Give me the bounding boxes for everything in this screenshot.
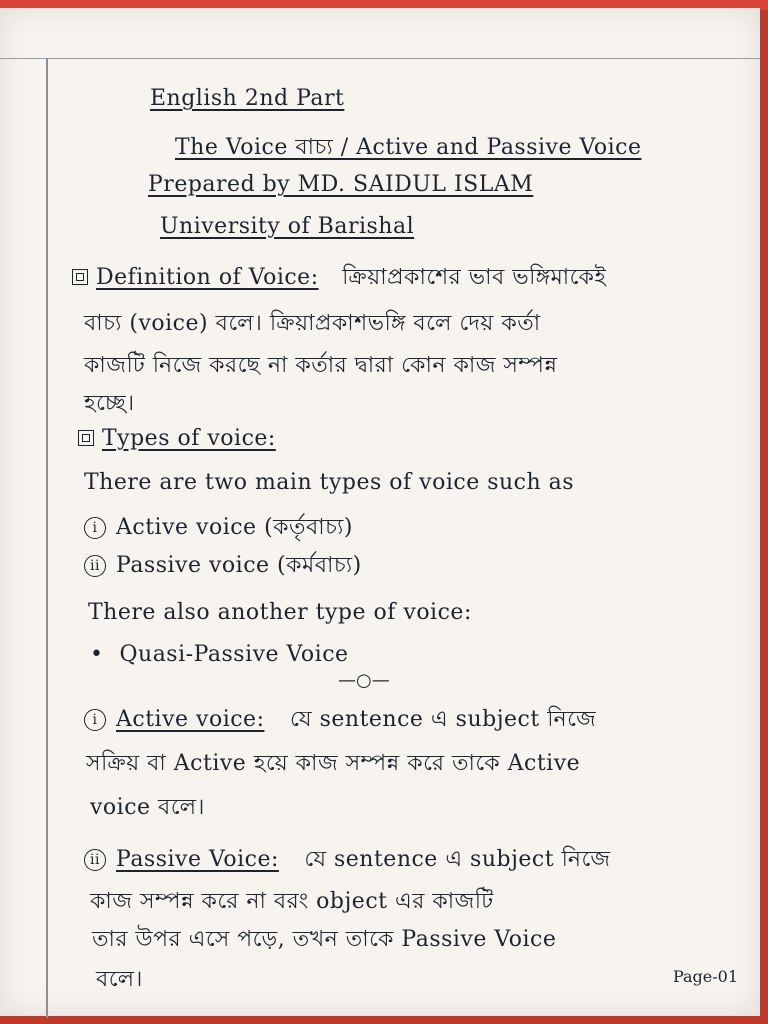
item-number: i [84, 709, 106, 731]
types-also: There also another type of voice: [88, 600, 472, 625]
definition-line-4: হচ্ছে। [84, 391, 135, 416]
types-heading: Types of voice: [102, 426, 276, 451]
author-line: Prepared by MD. SAIDUL ISLAM [148, 172, 534, 197]
types-item-2-text: Passive voice (কর্মবাচ্য) [116, 553, 362, 578]
passive-line-3: তার উপর এসে পড়ে, তখন তাকে Passive Voice [92, 927, 557, 952]
notebook-page [0, 8, 760, 1016]
item-number: ii [84, 555, 106, 577]
types-item-1 [84, 510, 353, 547]
active-line-1: যে sentence এ subject নিজে [290, 707, 597, 732]
course-title: English 2nd Part [150, 86, 345, 111]
types-item-1-text: Active voice (কর্তৃবাচ্য) [116, 515, 354, 540]
active-line-2: সক্রিয় বা Active হয়ে কাজ সম্পন্ন করে তাকে Active [86, 751, 581, 776]
checkbox-icon [78, 430, 94, 446]
item-number: ii [84, 849, 106, 871]
active-heading: Active voice: [116, 707, 265, 732]
passive-heading: Passive Voice: [116, 847, 279, 872]
header-rule [0, 58, 760, 59]
passive-line-1: যে sentence এ subject নিজে [304, 847, 611, 872]
definition-line-3: কাজটি নিজে করছে না কর্তার দ্বারা কোন কাজ সম্পন্ন [84, 353, 558, 378]
margin-rule [46, 58, 48, 1018]
item-number: i [84, 517, 106, 539]
types-item-3-text: Quasi-Passive Voice [119, 642, 349, 667]
checkbox-icon [72, 269, 88, 285]
definition-heading-row [72, 260, 606, 297]
bullet-icon: • [90, 642, 104, 667]
definition-line-1: ক্রিয়াপ্রকাশের ভাব ভঙ্গিমাকেই [342, 265, 607, 290]
topic-title: The Voice বাচ্য / Active and Passive Voice [175, 135, 642, 160]
definition-line-2: বাচ্য (voice) বলে। ক্রিয়াপ্রকাশভঙ্গি বলে দেয় কর্তা [84, 311, 541, 336]
types-heading-row [78, 426, 276, 451]
types-item-2 [84, 548, 362, 585]
passive-line-2: কাজ সম্পন্ন করে না বরং object এর কাজটি [90, 889, 494, 914]
types-intro: There are two main types of voice such as [84, 470, 575, 495]
active-line-3: voice বলে। [90, 795, 205, 820]
passive-line-4: বলে। [96, 967, 143, 992]
types-item-3 [90, 642, 349, 667]
university-line: University of Barishal [160, 214, 415, 239]
passive-row [84, 842, 611, 879]
active-row [84, 702, 596, 739]
page-number: Page-01 [672, 967, 738, 986]
definition-heading: Definition of Voice: [96, 265, 319, 290]
section-separator: —○— [338, 670, 390, 691]
